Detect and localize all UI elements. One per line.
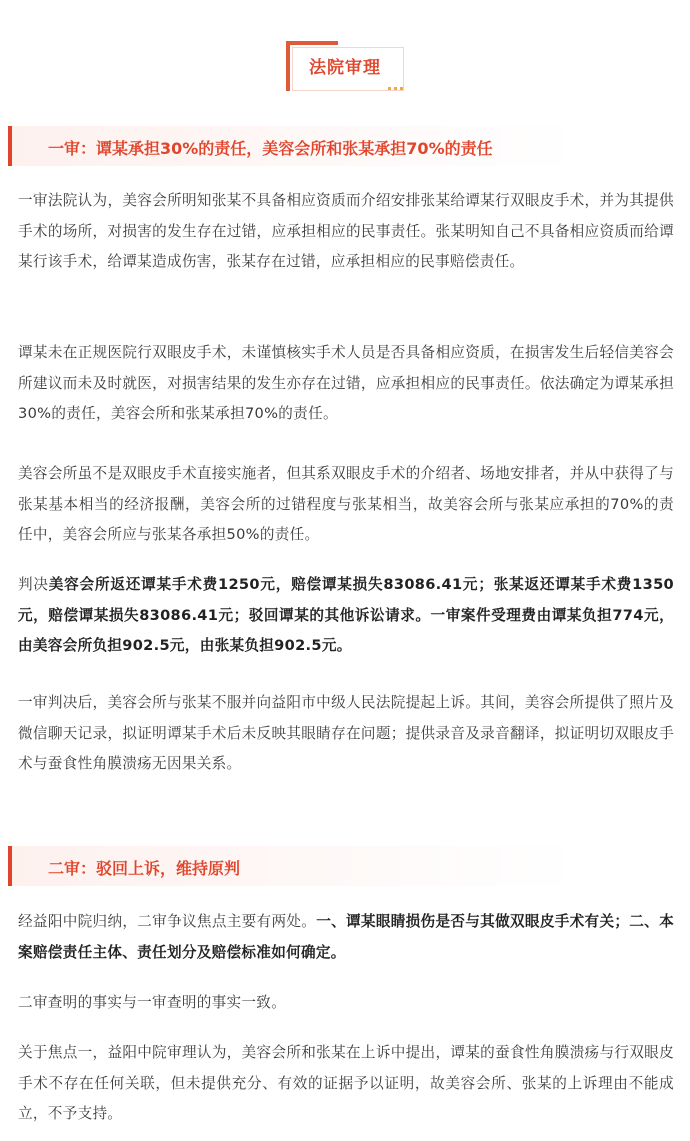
paragraph-judgment [18, 570, 674, 662]
page-title: 法院审理 [309, 58, 381, 78]
paragraph: 谭某未在正规医院行双眼皮手术，未谨慎核实手术人员是否具备相应资质，在损害发生后轻信美容会所建议而未及时就医，对损害结果的发生亦存在过错，应承担相应的民事责任。依法确定为谭某承担30%的责任，美容会所和张某承担70%的责任。 [18, 344, 674, 422]
paragraph: 关于焦点一，益阳中院审理认为，美容会所和张某在上诉中提出，谭某的蚕食性角膜溃疡与行双眼皮手术不存在任何关联，但未提供充分、有效的证据予以证明，故美容会所、张某的上诉理由不能成立，不予支持。 [18, 1044, 674, 1122]
section-heading-text: 一审：谭某承担30%的责任，美容会所和张某承担70%的责任 [48, 139, 493, 158]
paragraph: 二审查明的事实与一审查明的事实一致。 [18, 994, 287, 1011]
paragraph-dispute-focus [18, 907, 674, 968]
section-heading-bar [8, 126, 12, 166]
section-heading-first-instance [8, 126, 682, 166]
paragraph-prefix: 判决 [18, 576, 49, 593]
paragraph-prefix: 经益阳中院归纳，二审争议焦点主要有两处。 [18, 913, 317, 930]
paragraph: 一审判决后，美容会所与张某不服并向益阳市中级人民法院提起上诉。其间，美容会所提供了照片及微信聊天记录，拟证明谭某手术后未反映其眼睛存在问题；提供录音及录音翻译，拟证明切双眼皮手术与蚕食性角膜溃疡无因果关系。 [18, 694, 674, 772]
paragraph-bold: 美容会所返还谭某手术费1250元，赔偿谭某损失83086.41元；张某返还谭某手术费1350元，赔偿谭某损失83086.41元；驳回谭某的其他诉讼请求。一审案件受理费由谭某负担774元，由美容会所负担902.5元，由张某负担902.5元。 [18, 576, 674, 654]
section-heading-text: 二审：驳回上诉，维持原判 [48, 859, 241, 878]
section-heading-bar [8, 846, 12, 886]
paragraph: 一审法院认为，美容会所明知张某不具备相应资质而介绍安排张某给谭某行双眼皮手术，并为其提供手术的场所，对损害的发生存在过错，应承担相应的民事责任。张某明知自己不具备相应资质而给谭某行该手术，给谭某造成伤害，张某存在过错，应承担相应的民事赔偿责任。 [18, 192, 674, 270]
section-heading-second-instance [8, 846, 682, 886]
paragraph-bold: 一、谭某眼睛损伤是否与其做双眼皮手术有关；二、本案赔偿责任主体、责任划分及赔偿标准如何确定。 [18, 913, 674, 961]
title-dots-decoration [388, 87, 404, 91]
paragraph: 美容会所虽不是双眼皮手术直接实施者，但其系双眼皮手术的介绍者、场地安排者，并从中获得了与张某基本相当的经济报酬，美容会所的过错程度与张某相当，故美容会所与张某应承担的70%的责任中，美容会所应与张某各承担50%的责任。 [18, 465, 674, 543]
page-title-box [286, 41, 404, 91]
